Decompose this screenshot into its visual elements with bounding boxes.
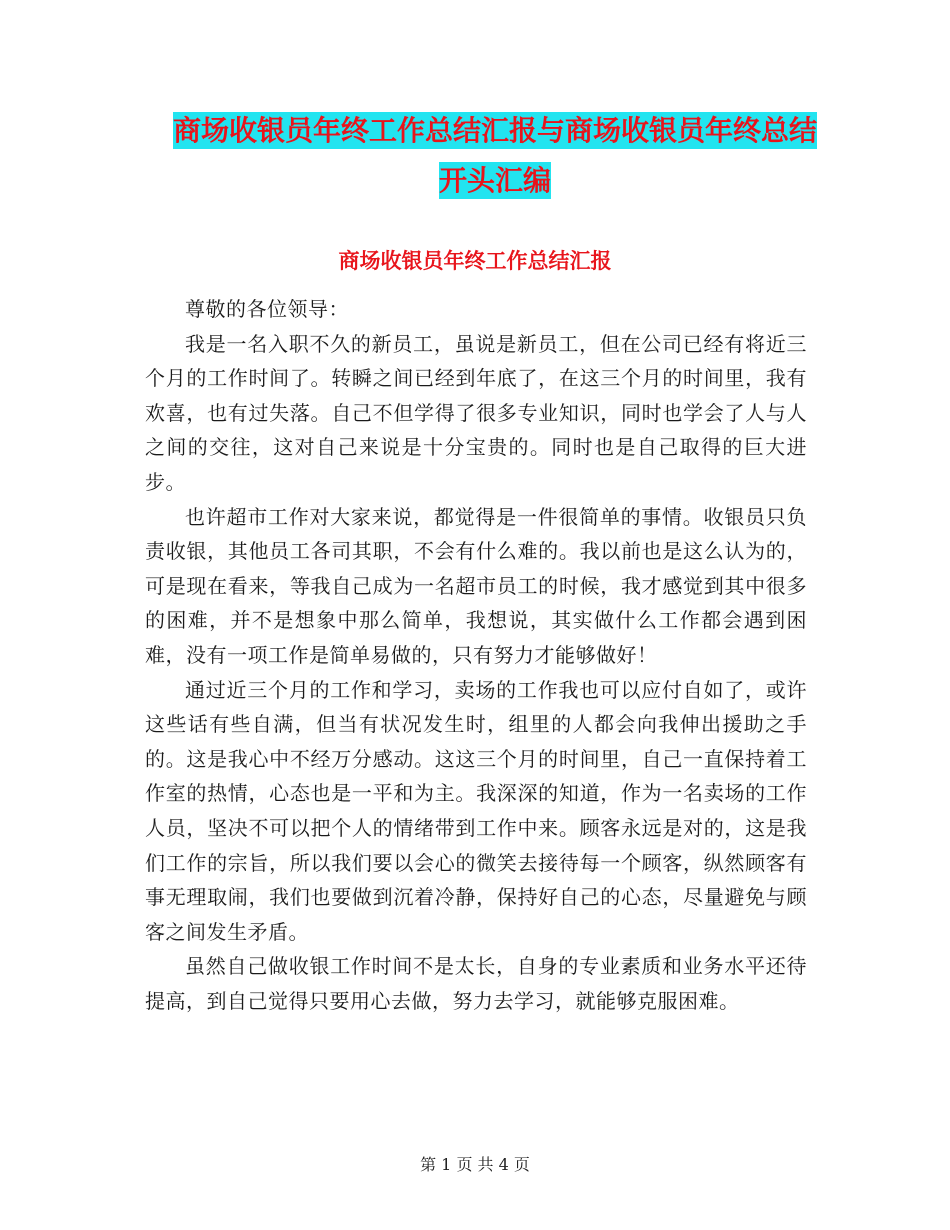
- paragraph: 虽然自己做收银工作时间不是太长，自身的专业素质和业务水平还待提高，到自己觉得只要用心去做，努力去学习，就能够克服困难。: [145, 954, 807, 1013]
- title-line-2: 开头汇编: [438, 164, 551, 197]
- paragraph: 也许超市工作对大家来说，都觉得是一件很简单的事情。收银员只负责收银，其他员工各司其职，不会有什么难的。我以前也是这么认为的，可是现在看来，等我自己成为一名超市员工的时候，我才感觉到其中很多的困难，并不是想象中那么简单，我想说，其实做什么工作都会遇到困难，没有一项工作是简单易做的，只有努力才能够做好！: [145, 504, 807, 667]
- document-title: [150, 106, 840, 206]
- paragraph: 我是一名入职不久的新员工，虽说是新员工，但在公司已经有将近三个月的工作时间了。转瞬之间已经到年底了，在这三个月的时间里，我有欢喜，也有过失落。自己不但学得了很多专业知识，同时也学会了人与人之间的交往，这对自己来说是十分宝贵的。同时也是自己取得的巨大进步。: [145, 331, 807, 494]
- paragraph-salutation: 尊敬的各位领导：: [185, 297, 349, 321]
- paragraph: 通过近三个月的工作和学习，卖场的工作我也可以应付自如了，或许这些话有些自满，但当有状况发生时，组里的人都会向我伸出援助之手的。这是我心中不经万分感动。这这三个月的时间里，自己一直保持着工作室的热情，心态也是一平和为主。我深深的知道，作为一名卖场的工作人员，坚决不可以把个人的情绪带到工作中来。顾客永远是对的，这是我们工作的宗旨，所以我们要以会心的微笑去接待每一个顾客，纵然顾客有事无理取闹，我们也要做到沉着冷静，保持好自己的心态，尽量避免与顾客之间发生矛盾。: [145, 677, 807, 944]
- document-body: [145, 292, 807, 1018]
- title-line-1: 商场收银员年终工作总结汇报与商场收银员年终总结: [172, 114, 817, 147]
- page-footer: 第 1 页 共 4 页: [420, 1155, 530, 1174]
- section-title: 商场收银员年终工作总结汇报: [338, 249, 612, 273]
